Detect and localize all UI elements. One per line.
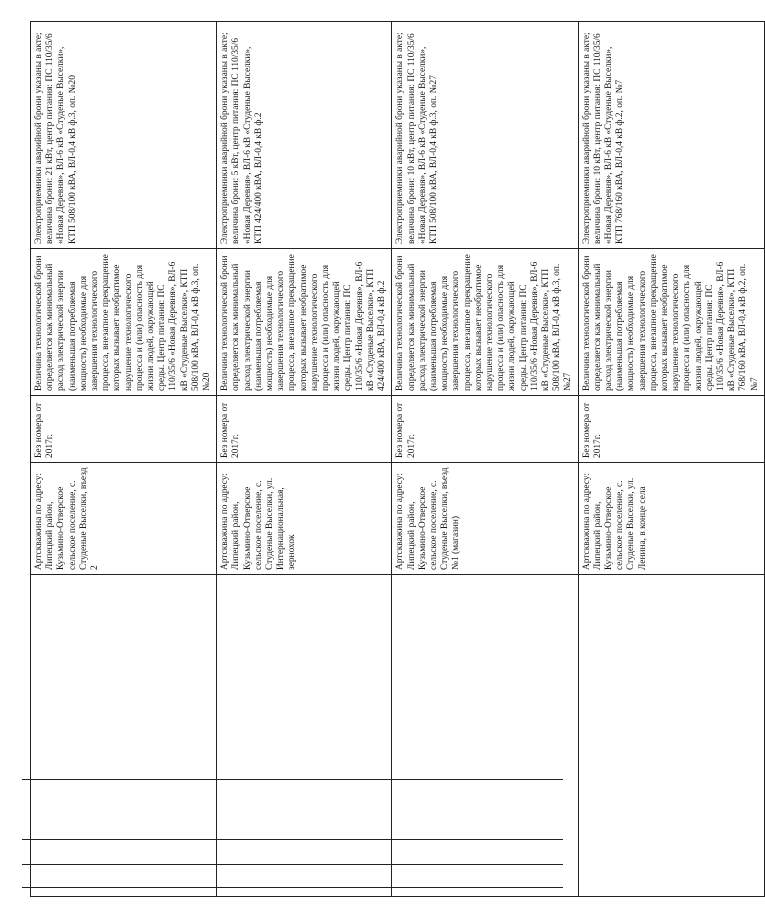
table-row <box>392 22 578 897</box>
rule-line <box>22 839 563 840</box>
document-cell: Без номера от 2017г. <box>31 396 217 463</box>
rotated-table-wrapper <box>30 22 760 897</box>
document-page <box>30 22 760 897</box>
rule-line <box>22 779 563 780</box>
note-cell: Электроприемники аварийной брони указаны в акте; величина брони: 10 кВт, центр питания: ПС 110/35/6 «Новая Деревня», ВЛ-6 кВ «Студеные Выселки», КТП 508/100 кВА, ВЛ-0,4 кВ ф.3, оп. №27 <box>392 22 578 249</box>
table-row <box>217 22 392 897</box>
note-cell: Электроприемники аварийной брони указаны в акте; величина брони: 5 кВт, центр питания: ПС 110/35/6 «Новая Деревня», ВЛ-6 кВ «Студеные Выселки», КТП 424/400 кВА, ВЛ-0,4 кВ ф.2 <box>217 22 392 249</box>
document-cell: Без номера от 2017г. <box>217 396 392 463</box>
empty-cell <box>578 575 764 897</box>
note-cell: Электроприемники аварийной брони указаны в акте; величина брони: 10 кВт, центр питания: ПС 110/35/6 «Новая Деревня», ВЛ-6 кВ «Студеные Выселки», КТП 768/160 кВА, ВЛ-0,4 кВ ф.2, оп. №7 <box>578 22 764 249</box>
empty-cell <box>217 575 392 897</box>
description-cell: Величина технологической брони определяется как минимальный расход электрической энергии (наименьшая потребляемая мощность) необходимые для завершения технологического процесса, внезапное прекращение которых вызывает необратимое нарушение технологического процесса и (или) опасность для жизни людей, окружающей среды. Центр питания: ПС 110/35/6 «Новая Деревня», ВЛ-6 кВ «Студеные Выселки», КТП 508/100 кВА, ВЛ-0,4 кВ ф.3, оп. №27 <box>392 249 578 396</box>
document-cell: Без номера от 2017г. <box>392 396 578 463</box>
table-row <box>578 22 764 897</box>
document-cell: Без номера от 2017г. <box>578 396 764 463</box>
object-cell: Артскважина по адресу: Липецкий район, Кузьмино-Отверское сельское поселение, с. Студеные Выселки, въезд №1 (магазин) <box>392 463 578 575</box>
note-cell: Электроприемники аварийной брони указаны в акте; величина брони: 21 кВт, центр питания: ПС 110/35/6 «Новая Деревня», ВЛ-6 кВ «Студеные Выселки», КТП 508/100 кВА, ВЛ-0,4 кВ ф.3, оп. №20 <box>31 22 217 249</box>
object-cell: Артскважина по адресу: Липецкий район, Кузьмино-Отверское сельское поселение, с. Студеные Выселки, въезд 2 <box>31 463 217 575</box>
empty-cell <box>392 575 578 897</box>
table-row <box>31 22 217 897</box>
rule-line <box>22 887 563 888</box>
rule-line <box>22 864 563 865</box>
description-cell: Величина технологической брони определяется как минимальный расход электрической энергии (наименьшая потребляемая мощность) необходимые для завершения технологического процесса, внезапное прекращение которых вызывает необратимое нарушение технологического процесса и (или) опасность для жизни людей, окружающей среды. Центр питания: ПС 110/35/6 «Новая Деревня», ВЛ-6 кВ «Студеные Выселки», КТП 768/160 кВА, ВЛ-0,4 кВ ф.2, оп. №7 <box>578 249 764 396</box>
description-cell: Величина технологической брони определяется как минимальный расход электрической энергии (наименьшая потребляемая мощность) необходимые для завершения технологического процесса, внезапное прекращение которых вызывает необратимое нарушение технологического процесса и (или) опасность для жизни людей, окружающей среды. Центр питания: ПС 110/35/6 «Новая Деревня», ВЛ-6 кВ «Студеные Выселки», КТП 508/100 кВА, ВЛ-0,4 кВ ф.3, оп. №20 <box>31 249 217 396</box>
object-cell: Артскважина по адресу: Липецкий район, Кузьмино-Отверское сельское поселение, с. Студеные Выселки, ул. Ленина, в конце села <box>578 463 764 575</box>
empty-cell <box>31 575 217 897</box>
description-cell: Величина технологической брони определяется как минимальный расход электрической энергии (наименьшая потребляемая мощность) необходимые для завершения технологического процесса, внезапное прекращение которых вызывает необратимое нарушение технологического процесса и (или) опасность для жизни людей, окружающей среды. Центр питания: ПС 110/35/6 «Новая Деревня», ВЛ-6 кВ «Студеные Выселки», КТП 424/400 кВА, ВЛ-0,4 кВ ф.2 <box>217 249 392 396</box>
object-cell: Артскважина по адресу: Липецкий район, Кузьмино-Отверское сельское поселение, с. Студеные Выселки, ул. Интернациональная, зернохок <box>217 463 392 575</box>
backup-power-table <box>30 21 765 897</box>
